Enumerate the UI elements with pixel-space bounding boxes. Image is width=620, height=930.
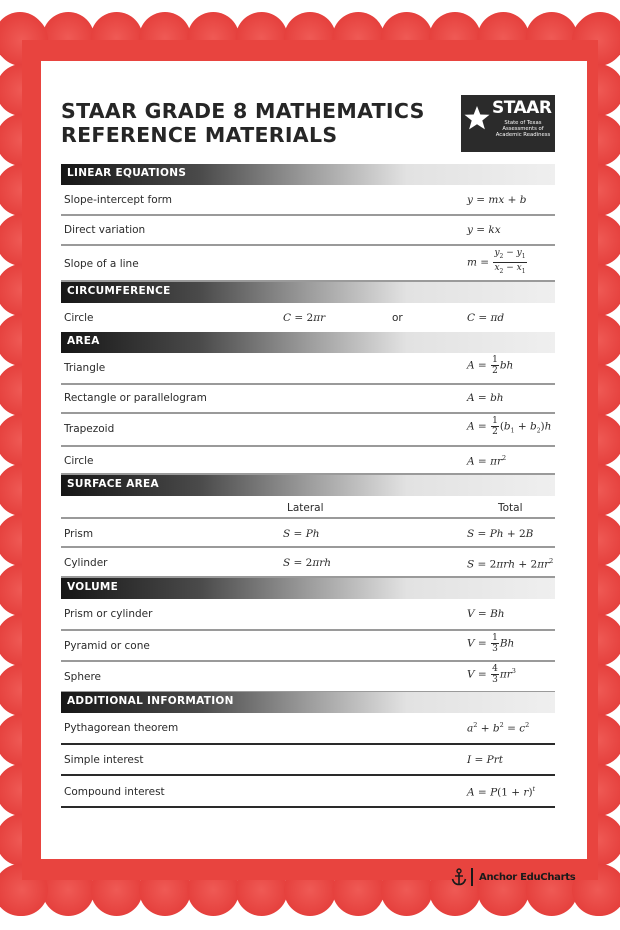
formula: y = kx — [467, 224, 501, 236]
formula: C = 2πr — [283, 312, 326, 324]
row-label: Prism or cylinder — [64, 608, 153, 620]
row-pyramid-or-cone — [61, 631, 555, 662]
section-header-circumference — [61, 282, 555, 303]
brand-divider — [471, 868, 473, 886]
anchor-icon — [451, 868, 467, 886]
formula: V = Bh — [467, 608, 505, 620]
row-pythagorean-theorem — [61, 713, 555, 745]
star-icon — [463, 104, 491, 132]
reference-sheet — [41, 61, 587, 859]
row-surface-area-headers — [61, 496, 555, 519]
row-prism-surface-area — [61, 519, 555, 548]
section-title: VOLUME — [67, 581, 119, 593]
formula: $A = P(1 + r)^t$ — [467, 785, 536, 799]
row-compound-interest — [61, 776, 555, 808]
formula: V = $\frac{1}{3}$ Bh — [467, 633, 515, 654]
row-label: Slope of a line — [64, 258, 139, 270]
row-circle-circumference — [61, 303, 555, 334]
row-label: Direct variation — [64, 224, 146, 236]
staar-logo — [461, 95, 555, 152]
row-slope-intercept — [61, 185, 555, 216]
section-header-linear-equations — [61, 164, 555, 185]
row-label: Cylinder — [64, 557, 108, 569]
formula: $A = \pi r^2$ — [467, 454, 507, 468]
row-trapezoid — [61, 414, 555, 447]
formula: A = $\frac{1}{2}$ $(b_1 + b_2)h$ — [467, 416, 552, 437]
section-header-surface-area — [61, 475, 555, 496]
formula-lateral: S = 2πrh — [283, 557, 332, 569]
row-slope-of-line — [61, 246, 555, 282]
row-label: Circle — [64, 312, 94, 324]
row-circle-area — [61, 447, 555, 475]
row-label: Prism — [64, 528, 94, 540]
row-direct-variation — [61, 216, 555, 246]
formula: m = $\frac{y_2 - y_1}{x_2 - x_1}$ — [467, 248, 526, 275]
logo-subtitle: State of Texas Assessments of Academic Readiness — [495, 120, 551, 139]
row-prism-or-cylinder-volume — [61, 599, 555, 631]
column-header-lateral: Lateral — [287, 502, 324, 514]
formula: C = πd — [467, 312, 505, 324]
section-title: LINEAR EQUATIONS — [67, 167, 187, 179]
page-title: STAAR GRADE 8 MATHEMATICS REFERENCE MATERIALS — [61, 99, 425, 147]
row-triangle — [61, 353, 555, 385]
row-label: Slope-intercept form — [64, 194, 172, 206]
row-label: Circle — [64, 455, 94, 467]
row-label: Pythagorean theorem — [64, 722, 179, 734]
row-sphere — [61, 662, 555, 693]
formula-total: S = Ph + 2B — [467, 528, 534, 540]
row-label: Rectangle or parallelogram — [64, 392, 207, 404]
formula: y = mx + b — [467, 194, 527, 206]
row-label: Trapezoid — [64, 423, 115, 435]
row-label: Compound interest — [64, 786, 165, 798]
section-header-additional-information — [61, 692, 555, 713]
formula: A = $\frac{1}{2}$ bh — [467, 355, 514, 376]
formula: $a^2 + b^2 = c^2$ — [467, 721, 530, 735]
formula: A = bh — [467, 392, 504, 404]
formula-total: $S = 2\pi rh + 2\pi r^2$ — [467, 557, 554, 571]
section-title: CIRCUMFERENCE — [67, 285, 171, 297]
row-label: Pyramid or cone — [64, 640, 150, 652]
brand-name: Anchor EduCharts — [479, 872, 576, 883]
row-simple-interest — [61, 745, 555, 776]
row-rectangle-parallelogram — [61, 385, 555, 414]
or-label: or — [392, 312, 403, 324]
formula: V = $\frac{4}{3}$ $\pi r^3$ — [467, 664, 516, 685]
section-header-volume — [61, 578, 555, 599]
row-cylinder-surface-area — [61, 548, 555, 578]
section-title: ADDITIONAL INFORMATION — [67, 695, 234, 707]
logo-word: STAAR — [492, 98, 552, 118]
column-header-total: Total — [498, 502, 523, 514]
section-header-area — [61, 332, 555, 353]
formula-lateral: S = Ph — [283, 528, 320, 540]
row-label: Simple interest — [64, 754, 144, 766]
row-label: Triangle — [64, 362, 106, 374]
formula: I = Prt — [467, 754, 503, 766]
row-label: Sphere — [64, 671, 101, 683]
section-title: AREA — [67, 335, 100, 347]
section-title: SURFACE AREA — [67, 478, 159, 490]
